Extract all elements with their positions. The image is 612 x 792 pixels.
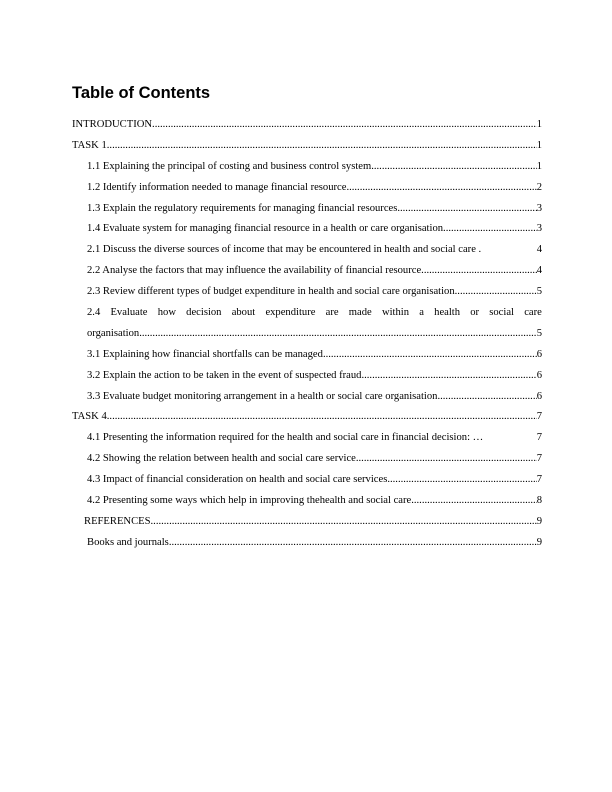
toc-entry-word: a <box>419 307 424 319</box>
toc-entry-label: 2.1 Discuss the diverse sources of income that may be encountered in health and social care . <box>87 244 482 256</box>
toc-entry-label: 2.2 Analyse the factors that may influence the availability of financial resource <box>87 265 422 277</box>
toc-heading: Table of Contents <box>72 84 211 102</box>
toc-entry-1-1[interactable] <box>72 157 542 178</box>
toc-page-number: 6 <box>536 369 542 381</box>
toc-entry-label: INTRODUCTION <box>72 119 153 130</box>
toc-entry-label: 2.3 Review different types of budget expenditure in health and social care organisation <box>87 286 455 298</box>
toc-page-number: 5 <box>536 327 542 339</box>
toc-entry-4-2[interactable] <box>72 449 542 470</box>
toc-entry-3-3[interactable] <box>72 387 542 408</box>
toc-entry-label: 1.3 Explain the regulatory requirements for managing financial resources <box>87 202 398 214</box>
toc-entry-books-journals[interactable] <box>72 533 542 554</box>
toc-entry-references[interactable] <box>72 512 542 533</box>
toc-entry-1-2[interactable] <box>72 178 542 199</box>
toc-entry-word: decision <box>186 307 222 319</box>
toc-page-number: 7 <box>536 411 542 423</box>
toc-entry-task-1[interactable] <box>72 136 542 157</box>
toc-page-number: 4 <box>536 244 542 256</box>
toc-page-number: 2 <box>536 181 542 193</box>
toc-entry-word: Evaluate <box>110 307 148 319</box>
toc-entry-2-4[interactable] <box>72 303 542 345</box>
toc-entry-word: are <box>325 307 339 319</box>
toc-entry-label: 3.2 Explain the action to be taken in the event of suspected fraud <box>87 369 362 381</box>
toc-page-number: 9 <box>536 536 542 548</box>
toc-page-number: 1 <box>536 160 542 172</box>
toc-entry-2-1[interactable] <box>72 240 542 261</box>
toc-entry-1-3[interactable] <box>72 199 542 220</box>
dot-leader <box>139 324 537 345</box>
toc-entry-label: Books and journals <box>87 536 169 548</box>
toc-entry-label-line1 <box>87 303 542 324</box>
dot-leader <box>387 470 536 491</box>
toc-entry-word: 2.4 <box>87 307 101 319</box>
dot-leader <box>397 199 536 220</box>
toc-entry-label: 4.1 Presenting the information required for the health and social care in financial decision: … <box>87 432 484 444</box>
dot-leader <box>151 512 537 533</box>
toc-entry-2-3[interactable] <box>72 282 542 303</box>
dot-leader <box>361 366 536 387</box>
toc-entry-2-2[interactable] <box>72 261 542 282</box>
toc-entry-label: 3.3 Evaluate budget monitoring arrangement in a health or social care organisation <box>87 390 438 402</box>
toc-page-number: 4 <box>536 265 542 277</box>
toc-page-number: 6 <box>536 390 542 402</box>
toc-page-number: 8 <box>536 495 542 507</box>
toc-entry-label: 1.2 Identify information needed to manage financial resource <box>87 181 347 193</box>
toc-page-number: 9 <box>536 515 542 527</box>
dot-leader <box>455 282 537 303</box>
toc-entry-introduction[interactable] <box>72 115 542 136</box>
toc-entry-word: social <box>489 307 514 319</box>
toc-entry-word: how <box>157 307 176 319</box>
toc-entry-word: care <box>524 307 542 319</box>
toc-entry-3-1[interactable] <box>72 345 542 366</box>
toc-page-number: 7 <box>536 474 542 486</box>
toc-list <box>72 115 542 554</box>
toc-page-number: 1 <box>536 139 542 151</box>
toc-entry-task-4[interactable] <box>72 407 542 428</box>
toc-page-number: 7 <box>536 453 542 465</box>
toc-entry-word: health <box>434 307 461 319</box>
toc-entry-label: 3.1 Explaining how financial shortfalls can be managed <box>87 348 323 360</box>
toc-entry-word: made <box>348 307 372 319</box>
dot-leader <box>152 115 537 136</box>
toc-entry-3-2[interactable] <box>72 366 542 387</box>
dot-leader <box>421 261 537 282</box>
toc-entry-label: 1.1 Explaining the principal of costing and business control system <box>87 160 372 172</box>
toc-entry-label-line2: organisation <box>87 327 140 339</box>
toc-entry-label: 4.2 Showing the relation between health and social care service <box>87 453 356 465</box>
toc-entry-4-3[interactable] <box>72 470 542 491</box>
toc-entry-1-4[interactable] <box>72 219 542 240</box>
toc-page-number: 6 <box>536 348 542 360</box>
dot-leader <box>169 533 537 554</box>
dot-leader <box>107 407 537 428</box>
dot-leader <box>107 136 537 157</box>
toc-entry-label: REFERENCES <box>84 515 151 527</box>
toc-page-number: 7 <box>536 432 542 444</box>
toc-entry-label: 1.4 Evaluate system for managing financial resource in a health or care organisation <box>87 223 444 235</box>
dot-leader <box>371 157 536 178</box>
toc-entry-word: within <box>381 307 410 319</box>
dot-leader <box>323 345 537 366</box>
dot-leader <box>356 449 537 470</box>
toc-entry-4-2-ways[interactable] <box>72 491 542 512</box>
toc-entry-word: or <box>470 307 480 319</box>
toc-entry-label: 4.2 Presenting some ways which help in improving thehealth and social care <box>87 495 412 507</box>
toc-page-number: 1 <box>536 119 542 130</box>
toc-entry-label: TASK 1 <box>72 139 107 151</box>
toc-entry-word: about <box>231 307 256 319</box>
toc-entry-word: expenditure <box>265 307 316 319</box>
dot-leader <box>346 178 536 199</box>
toc-page-number: 3 <box>536 202 542 214</box>
toc-page-number: 5 <box>536 286 542 298</box>
dot-leader <box>437 387 536 408</box>
toc-entry-4-1[interactable] <box>72 428 542 449</box>
toc-entry-label: TASK 4 <box>72 411 107 423</box>
toc-page-number: 3 <box>536 223 542 235</box>
dot-leader <box>443 219 537 240</box>
dot-leader <box>411 491 536 512</box>
toc-entry-label: 4.3 Impact of financial consideration on health and social care services <box>87 474 388 486</box>
